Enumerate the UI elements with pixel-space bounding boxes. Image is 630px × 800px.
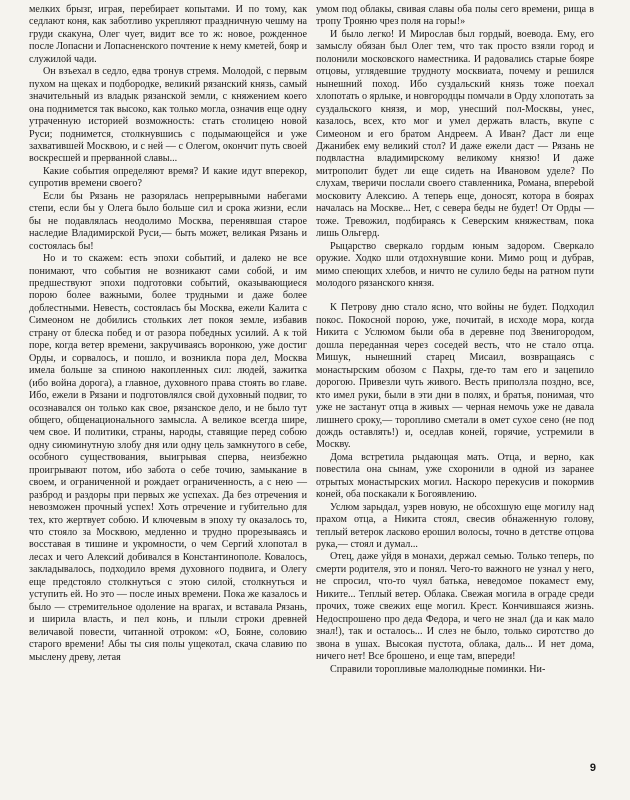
section-start-paragraph: К Петрову дню стало ясно, что войны не будет. Подходил покос. Покосной порою, уже, почитай, в исходе мора, когда Никита с Услюмом были оба в деревне под Звенигородом, дошла переданная через соседей весть, что не стало отца. Мишук, нынешний старец Мисаил, возвращаясь с монастырским обозом с Пахры, где-то там его и зацепило дорогою. Привезли чуть живого. Весть приползла поздно, все, кто имел руки, были в эти дни в полях, и братья, понимая, что уже не застанут отца в живых — черная немочь уже не давала лишнего сроку,— торопливо сметали в омет сухое сено (не под дождь оставлять!) и, оседлав коней, горячие, устремили в Москву.	[316, 302, 594, 451]
paragraph: Дома встретила рыдающая мать. Отца, и верно, как повестила она сынам, уже схоронили в одной из заранее отрытых монастырских могил. Наскоро перекусив и покормив коней, оба поскакали к Богоявлению.	[316, 451, 594, 501]
left-column	[29, 4, 307, 664]
paragraph: Какие события определяют время? И какие идут вперекор, супротив времени своего?	[29, 165, 307, 190]
paragraph: умом под облакы, свивая славы оба полы сего времени, рища в тропу Трояню чрез поля на горы!»	[316, 4, 594, 28]
paragraph: Если бы Рязань не разорялась непрерывными набегами степи, если бы у Олега было больше сил и срока жизни, если бы не подавлялась неодолимо Москва, перенявшая старое наследие Владимирской Руси,— быть может, великая Рязань и состоялась бы!	[29, 190, 307, 252]
paragraph: Но и то скажем: есть эпохи событий, и далеко не все понимают, что события не возникают сами собой, и им предшествуют эпохи подготовки событий, оказывающиеся порою более важными, более трудными и даже более доблестными. Невесть, состоялась бы Москва, ежели Калита с Симеоном не добились стольких лет покоя земле, избавив страну от блеска побед и от разора победных усилий. А к той поре, когда ветер времени, закручиваясь воронкою, уже достиг Орды, и сорвалось, и пошло, и возникла пора дел, Москва имела больше за спиною накопленных сил: людей, зажитка (ибо война дорога), а главное, духовного права стоять во главе. Ибо, ежели в Рязани и подготовлялся свой духовный подвиг, то осознавался он только как свое, рязанское дело, и не было тут общего, общенационального замысла. А великое всегда шире, чем свое. И политики, страны, народы, ставящие перед собою одну сиюминутную злобу дня или одну цель замкнутого в себе, особного существования, выигрывая сперва, неизбежно проигрывают потом, ибо забота о себе точию, замыкание в своем, и ограниченной и рождает ограниченность, а с нею — разброд и раздоры при первых же успехах. Да без отречения и невозможен прочный успех! Хоть отречение и губительно для тех, кто жертвует собою. И ключевым в эпоху ту оказалось то, что стояло за Москвою, медленно и трудно прорезываясь и восставая в тишине и укромности, о чем Сергий хлопотал в лесах и чего Алексий добивался в Константинополе. Ковалось, закладывалось, подходило время духовного подвига, и Олегу еще предстояло столкнуться с этою силой, столкнуться и уступить ей. Но это — после иных времени. Пока же казалось и было — стремительное одоление на врагах, и вставала Рязань, и ширила власть, и пел конь, и плыли строки древней величавой повести, читанной отроком: «О, Бояне, соловию старого времени! Абы ты сия полы ущекотал, скача славию по мыслену древу, летая	[29, 253, 307, 663]
paragraph: мелких брызг, играя, перебирает копытами. И по тому, как седлают коня, как заботливо укрепляют праздничную чешму на груди скакуна, Олег чует, видит все то ж: новое, рожденное после Лопасни и Лопасненского почтение к нему кметей, бояр и служилой чади.	[29, 4, 307, 65]
paragraph: Отец, даже уйдя в монахи, держал семью. Только теперь, по смерти родителя, это и понял. Чего-то важного не узнал у него, не спросил, что-то чуял батька, неведомое покамест ему, Никите... Теплый ветер. Облака. Свежая могила в ограде среди прочих, тоже свежих еще могил. Крест. Кончившаяся жизнь. Недоспрошено про деда Федора, и чего не знал (да и как мало знал!), так и осталось... И слез не было, только сиротство до звона в ушах. Высокая пустота, облака, даль... И нет дома, ничего нет! Все брошено, и еще там, впереди!	[316, 551, 594, 663]
page-number: 9	[589, 762, 596, 774]
paragraph: И было легко! И Мирослав был гордый, воевода. Ему, его замыслу обязан был Олег тем, что так просто взяли город и полонили московского наместника. И радовались старые бояре отцовы, углядевшие трудноту москвиата, почему и решился нынешний поход. Ибо суздальский князь тоже поехал хлопотать о ярлыке, и новгородцы помчали в Орду хлопотать за суздальского князя, и мор, унесший пол-Москвы, унес, казалось, всех, кто мог и умел держать власть, вкупе с Симеоном и его братом Андреем. А Иван? Даст ли еще Джанибек ему великий стол? И даже ежели даст — Рязань не подвластна владимирскому великому князю! И даже митрополит будет ли еще сидеть на Ивановом уделе? По слухам, тверичи послали своего ставленника, Романа, впереbой московиту Алексию. А теперь еще, доносят, котора в боярах началась на Москве... Нет, с севера беды не будет! От Орды — тоже. Тревожил, подбираясь к Северским княжествам, пока лишь Ольгерд.	[316, 28, 594, 240]
paragraph: Справили торопливые малолюдные поминки. Ни-	[330, 663, 546, 675]
right-column	[316, 4, 594, 676]
paragraph: Рыцарство сверкало гордым юным задором. Сверкало оружие. Ходко шли отдохнувшие кони. Мимо рощ и дубрав, мимо спеющих хлебов, и ничто не сулило беды на ратном пути молодого рязанского князя.	[316, 240, 594, 289]
paragraph: Он взъехал в седло, едва тронув стремя. Молодой, с первым пухом на щеках и подбородке, великий рязанский князь, самый значительный из владык рязанской земли, с княжением коего она поднимется так высоко, как только могла, означив еще одну утраченную историей возможность: стать столицею новой Руси; поднимется, столкнувшись с подымающейся и уже захватившей Москвою, и с ней — с Олегом, окончит путь своей воскресшей и прерванной славы...	[29, 66, 307, 165]
paragraph: Услюм зарыдал, узрев новую, не обсохшую еще могилу над прахом отца, а Никита стоял, свесив обнаженную голову, теплый ветерок ласково ерошил волосы, точно в детстве отцова рука,— стоял и думал...	[316, 501, 594, 551]
